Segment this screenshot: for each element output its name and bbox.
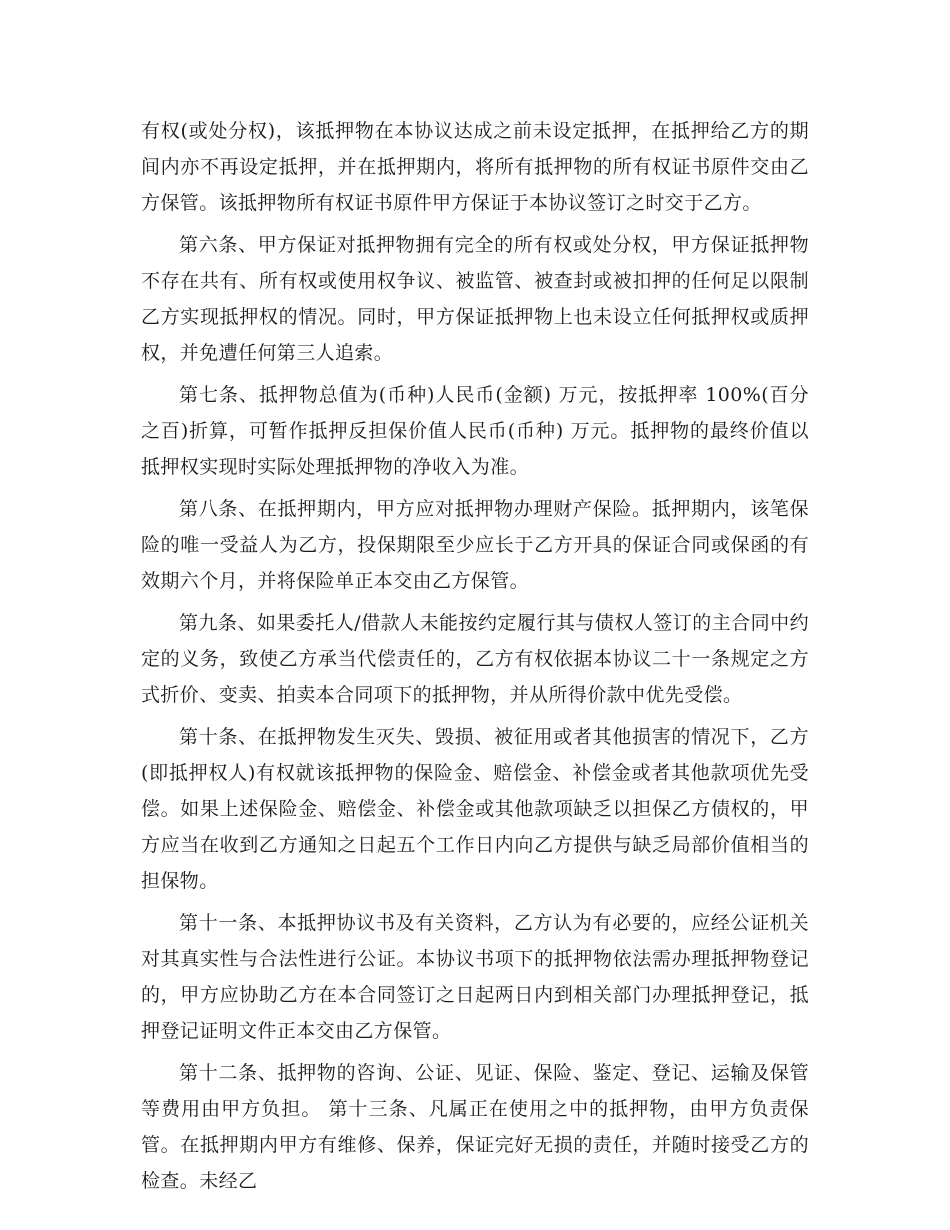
paragraph-article-6: 第六条、甲方保证对抵押物拥有完全的所有权或处分权，甲方保证抵押物不存在共有、所有权或使用权争议、被监管、被查封或被扣押的任何足以限制乙方实现抵押权的情况。同时，甲方保证抵押物上也未设立任何抵押权或质押权，并免遭任何第三人追索。 (141, 234, 809, 364)
paragraph-continuation: 有权(或处分权)，该抵押物在本协议达成之前未设定抵押，在抵押给乙方的期间内亦不再设定抵押，并在抵押期内，将所有抵押物的所有权证书原件交由乙方保管。该抵押物所有权证书原件甲方保证于本协议签订之时交于乙方。 (141, 120, 809, 214)
paragraph-article-9: 第九条、如果委托人/借款人未能按约定履行其与债权人签订的主合同中约定的义务，致使乙方承当代偿责任的，乙方有权依据本协议二十一条规定之方式折价、变卖、拍卖本合同项下的抵押物，并从所得价款中优先受偿。 (141, 612, 809, 706)
paragraph-article-8: 第八条、在抵押期内，甲方应对抵押物办理财产保险。抵押期内，该笔保险的唯一受益人为乙方，投保期限至少应长于乙方开具的保证合同或保函的有效期六个月，并将保险单正本交由乙方保管。 (141, 498, 809, 592)
paragraph-article-11: 第十一条、本抵押协议书及有关资料，乙方认为有必要的，应经公证机关对其真实性与合法性进行公证。本协议书项下的抵押物依法需办理抵押物登记的，甲方应协助乙方在本合同签订之日起两日内到相关部门办理抵押登记，抵押登记证明文件正本交由乙方保管。 (141, 912, 809, 1042)
paragraph-article-7: 第七条、抵押物总值为(币种)人民币(金额) 万元，按抵押率 100%(百分之百)折算，可暂作抵押反担保价值人民币(币种) 万元。抵押物的最终价值以抵押权实现时实际处理抵押物的净收入为准。 (141, 384, 809, 478)
paragraph-article-12: 第十二条、抵押物的咨询、公证、见证、保险、鉴定、登记、运输及保管等费用由甲方负担。 第十三条、凡属正在使用之中的抵押物，由甲方负责保管。在抵押期内甲方有维修、保养，保证完好无损的责任，并随时接受乙方的检查。未经乙 (141, 1062, 809, 1192)
paragraph-article-10: 第十条、在抵押物发生灭失、毁损、被征用或者其他损害的情况下，乙方(即抵押权人)有权就该抵押物的保险金、赔偿金、补偿金或者其他款项优先受偿。如果上述保险金、赔偿金、补偿金或其他款项缺乏以担保乙方债权的，甲方应当在收到乙方通知之日起五个工作日内向乙方提供与缺乏局部价值相当的担保物。 (141, 726, 809, 892)
document-body (141, 113, 809, 1205)
